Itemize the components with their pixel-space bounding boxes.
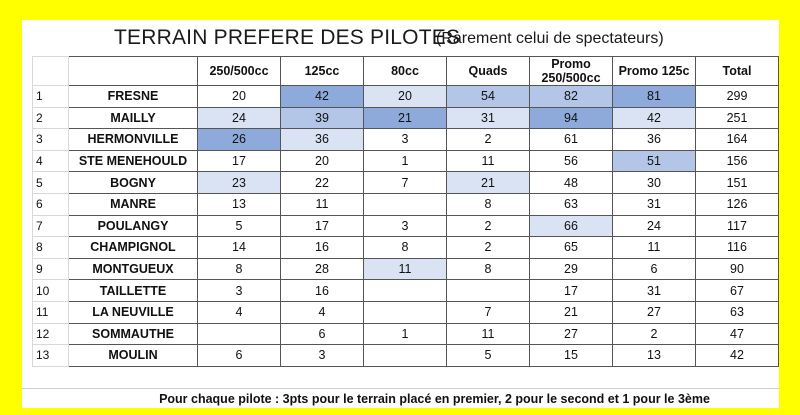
score-cell: 63 <box>530 193 613 215</box>
score-cell: 81 <box>613 86 696 108</box>
score-cell: 7 <box>364 172 447 194</box>
score-cell: 11 <box>447 323 530 345</box>
row-index: 6 <box>33 193 69 215</box>
page-title: TERRAIN PREFERE DES PILOTES <box>114 26 461 49</box>
score-cell <box>364 280 447 302</box>
score-cell: 20 <box>364 86 447 108</box>
score-cell: 13 <box>613 345 696 367</box>
footer-note: Pour chaque pilote : 3pts pour le terrain placé en premier, 2 pour le second et 1 pour le 3ème <box>159 392 710 406</box>
score-cell: 94 <box>530 107 613 129</box>
total-cell: 251 <box>696 107 779 129</box>
score-cell: 17 <box>530 280 613 302</box>
score-cell: 15 <box>530 345 613 367</box>
score-cell: 20 <box>198 86 281 108</box>
page-subtitle: (Rarement celui de spectateurs) <box>436 30 664 47</box>
table-row <box>33 345 779 367</box>
spreadsheet <box>22 20 779 408</box>
table-row <box>33 323 779 345</box>
terrain-name: TAILLETTE <box>69 280 198 302</box>
score-cell: 20 <box>281 150 364 172</box>
name-header <box>69 57 198 86</box>
table-row <box>33 86 779 108</box>
index-header <box>33 57 69 86</box>
total-cell: 117 <box>696 215 779 237</box>
score-cell: 82 <box>530 86 613 108</box>
total-cell: 126 <box>696 193 779 215</box>
score-cell <box>364 193 447 215</box>
table-row <box>33 150 779 172</box>
score-cell <box>198 323 281 345</box>
score-cell: 54 <box>447 86 530 108</box>
score-cell: 16 <box>281 237 364 259</box>
total-cell: 164 <box>696 129 779 151</box>
score-cell: 3 <box>364 129 447 151</box>
score-cell: 3 <box>364 215 447 237</box>
terrain-name: MOULIN <box>69 345 198 367</box>
score-cell: 6 <box>613 258 696 280</box>
total-cell: 156 <box>696 150 779 172</box>
table-row <box>33 215 779 237</box>
score-cell: 1 <box>364 150 447 172</box>
table-row <box>33 107 779 129</box>
score-cell: 8 <box>447 193 530 215</box>
row-index: 13 <box>33 345 69 367</box>
score-cell: 24 <box>198 107 281 129</box>
terrain-name: LA NEUVILLE <box>69 301 198 323</box>
col-header: Total <box>696 57 779 86</box>
score-cell: 3 <box>281 345 364 367</box>
score-cell: 65 <box>530 237 613 259</box>
col-header: Promo 125c <box>613 57 696 86</box>
terrain-name: STE MENEHOULD <box>69 150 198 172</box>
score-cell: 27 <box>613 301 696 323</box>
terrain-name: BOGNY <box>69 172 198 194</box>
table-row <box>33 172 779 194</box>
table-row <box>33 129 779 151</box>
score-cell: 31 <box>447 107 530 129</box>
score-cell: 22 <box>281 172 364 194</box>
terrain-name: SOMMAUTHE <box>69 323 198 345</box>
table-row <box>33 237 779 259</box>
score-cell: 5 <box>198 215 281 237</box>
score-cell: 14 <box>198 237 281 259</box>
score-cell: 27 <box>530 323 613 345</box>
score-cell: 24 <box>613 215 696 237</box>
table-row <box>33 301 779 323</box>
score-cell: 21 <box>447 172 530 194</box>
terrain-name: MAILLY <box>69 107 198 129</box>
table-row <box>33 258 779 280</box>
score-cell: 11 <box>281 193 364 215</box>
score-cell: 61 <box>530 129 613 151</box>
col-header: Promo 250/500cc <box>530 57 613 86</box>
total-cell: 90 <box>696 258 779 280</box>
row-index: 3 <box>33 129 69 151</box>
score-cell: 8 <box>198 258 281 280</box>
score-cell: 30 <box>613 172 696 194</box>
col-header: 250/500cc <box>198 57 281 86</box>
score-cell: 29 <box>530 258 613 280</box>
score-cell <box>364 301 447 323</box>
total-cell: 47 <box>696 323 779 345</box>
row-index: 2 <box>33 107 69 129</box>
score-cell: 17 <box>281 215 364 237</box>
row-index: 5 <box>33 172 69 194</box>
score-cell: 16 <box>281 280 364 302</box>
score-cell: 21 <box>364 107 447 129</box>
score-cell: 6 <box>281 323 364 345</box>
row-index: 4 <box>33 150 69 172</box>
col-header: Quads <box>447 57 530 86</box>
score-cell: 8 <box>364 237 447 259</box>
terrain-name: CHAMPIGNOL <box>69 237 198 259</box>
score-cell: 66 <box>530 215 613 237</box>
score-cell: 51 <box>613 150 696 172</box>
score-cell: 2 <box>447 129 530 151</box>
score-cell: 2 <box>447 237 530 259</box>
row-index: 10 <box>33 280 69 302</box>
score-cell: 42 <box>613 107 696 129</box>
score-cell: 8 <box>447 258 530 280</box>
score-cell: 42 <box>281 86 364 108</box>
terrain-name: POULANGY <box>69 215 198 237</box>
row-index: 12 <box>33 323 69 345</box>
terrain-name: FRESNE <box>69 86 198 108</box>
score-cell: 5 <box>447 345 530 367</box>
score-cell: 4 <box>198 301 281 323</box>
score-cell: 11 <box>613 237 696 259</box>
total-cell: 299 <box>696 86 779 108</box>
table-row <box>33 280 779 302</box>
score-cell: 36 <box>281 129 364 151</box>
row-index: 9 <box>33 258 69 280</box>
score-cell: 1 <box>364 323 447 345</box>
score-cell: 11 <box>447 150 530 172</box>
score-cell: 48 <box>530 172 613 194</box>
score-cell: 13 <box>198 193 281 215</box>
results-table <box>32 56 779 367</box>
score-cell: 39 <box>281 107 364 129</box>
score-cell: 26 <box>198 129 281 151</box>
score-cell: 31 <box>613 280 696 302</box>
total-cell: 151 <box>696 172 779 194</box>
score-cell: 17 <box>198 150 281 172</box>
score-cell: 11 <box>364 258 447 280</box>
total-cell: 67 <box>696 280 779 302</box>
header-row <box>33 57 779 86</box>
score-cell: 4 <box>281 301 364 323</box>
score-cell: 28 <box>281 258 364 280</box>
divider <box>22 388 779 389</box>
row-index: 7 <box>33 215 69 237</box>
terrain-name: MANRE <box>69 193 198 215</box>
total-cell: 116 <box>696 237 779 259</box>
total-cell: 63 <box>696 301 779 323</box>
table-row <box>33 193 779 215</box>
score-cell: 31 <box>613 193 696 215</box>
total-cell: 42 <box>696 345 779 367</box>
row-index: 8 <box>33 237 69 259</box>
row-index: 1 <box>33 86 69 108</box>
score-cell: 23 <box>198 172 281 194</box>
score-cell <box>364 345 447 367</box>
score-cell: 36 <box>613 129 696 151</box>
score-cell: 2 <box>447 215 530 237</box>
terrain-name: HERMONVILLE <box>69 129 198 151</box>
col-header: 125cc <box>281 57 364 86</box>
row-index: 11 <box>33 301 69 323</box>
score-cell: 21 <box>530 301 613 323</box>
score-cell: 7 <box>447 301 530 323</box>
score-cell: 56 <box>530 150 613 172</box>
score-cell <box>447 280 530 302</box>
col-header: 80cc <box>364 57 447 86</box>
terrain-name: MONTGUEUX <box>69 258 198 280</box>
score-cell: 6 <box>198 345 281 367</box>
score-cell: 3 <box>198 280 281 302</box>
score-cell: 2 <box>613 323 696 345</box>
